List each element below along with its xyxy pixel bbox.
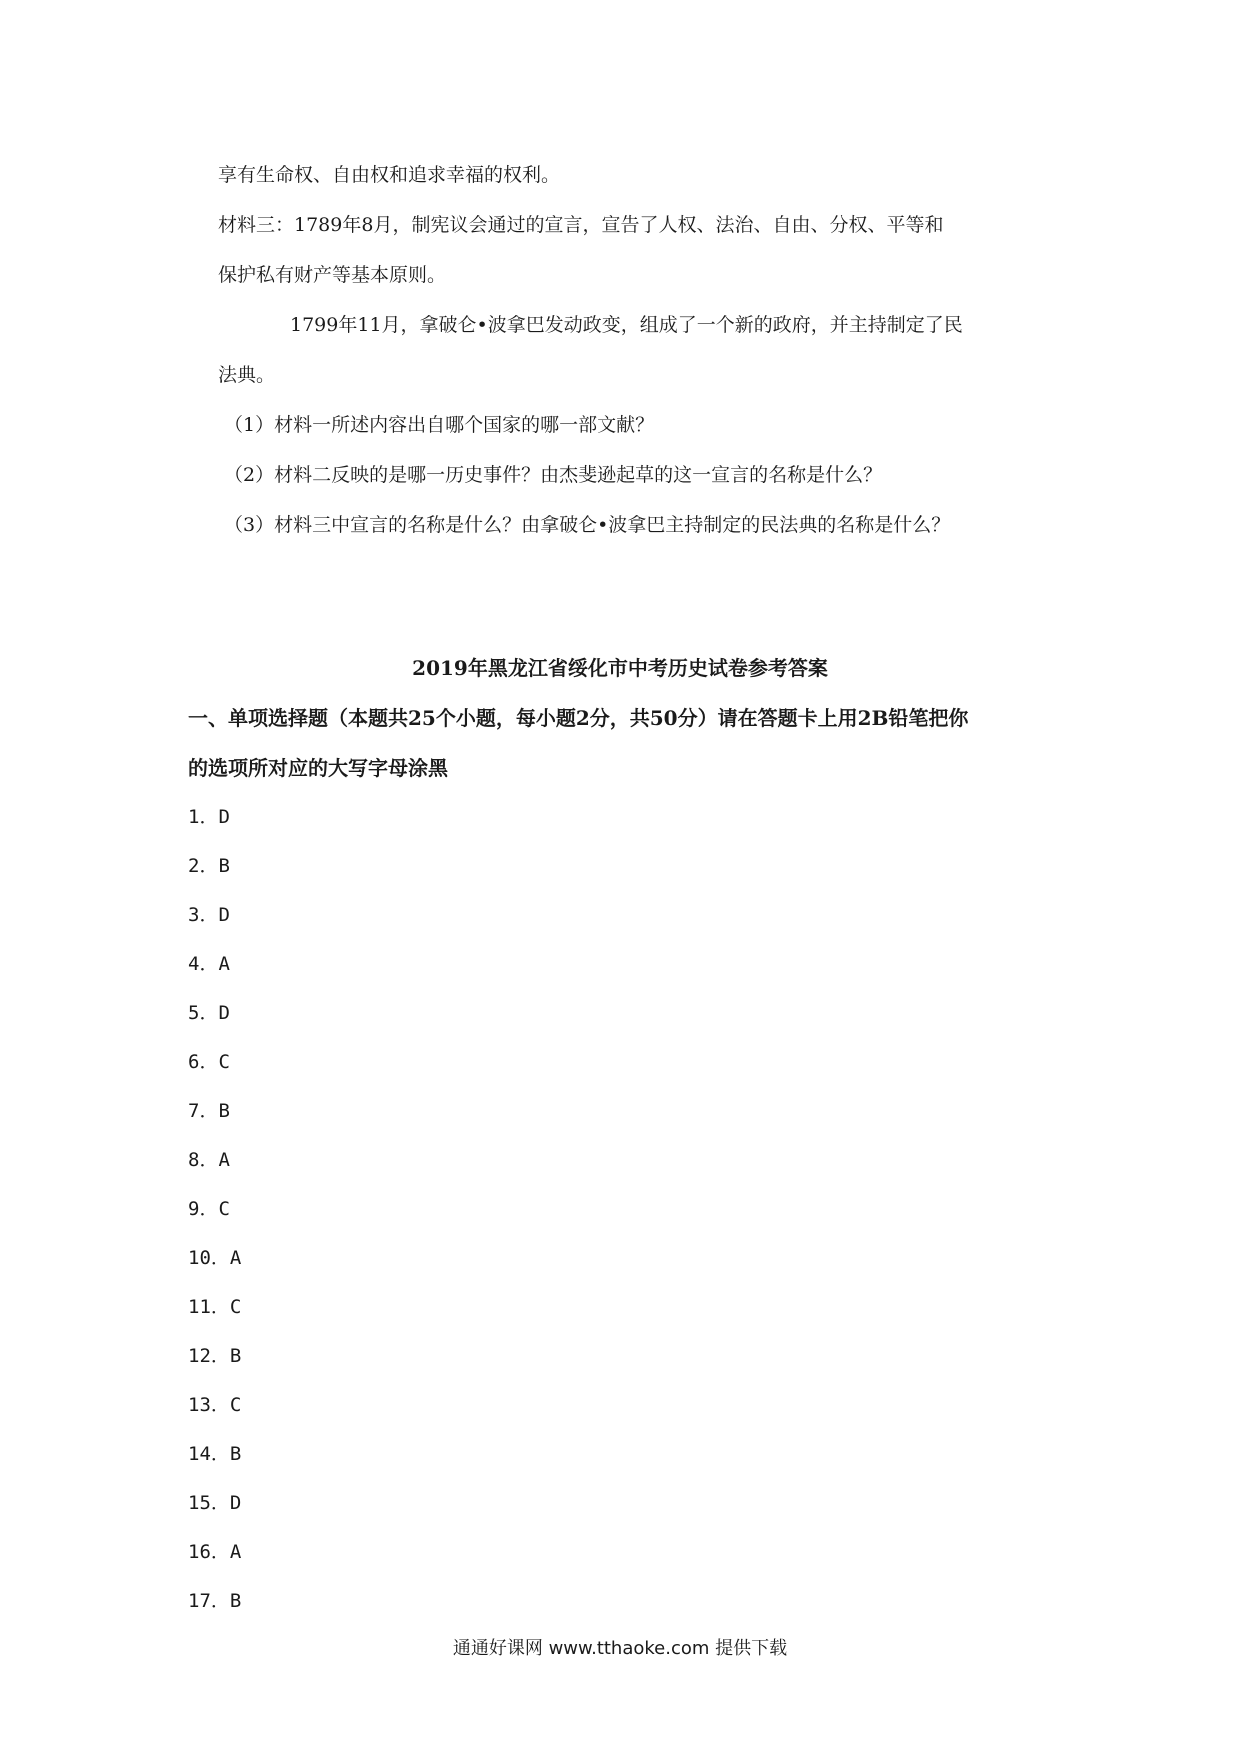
section-heading: 一、单项选择题（本题共25个小题，每小题2分，共50分）请在答题卡上用2B铅笔把你 (188, 706, 969, 730)
material-line: 享有生命权、自由权和追求幸福的权利。 (218, 164, 561, 186)
question-2: （2）材料二反映的是哪一历史事件？由杰斐逊起草的这一宣言的名称是什么？ (224, 464, 883, 486)
answer-item: 9．C (188, 1198, 230, 1220)
answer-item: 2．B (188, 855, 230, 877)
answer-item: 3．D (188, 904, 230, 926)
answer-item: 6．C (188, 1051, 230, 1073)
answer-item: 17．B (188, 1590, 242, 1612)
answer-item: 5．D (188, 1002, 230, 1024)
answer-item: 4．A (188, 953, 230, 975)
answer-item: 7．B (188, 1100, 230, 1122)
answer-item: 14．B (188, 1443, 242, 1465)
answer-item: 16．A (188, 1541, 242, 1563)
page-footer: 通通好课网 www.tthaoke.com 提供下载 (452, 1638, 788, 1659)
answer-item: 12．B (188, 1345, 242, 1367)
answer-key-title: 2019年黑龙江省绥化市中考历史试卷参考答案 (412, 656, 828, 680)
answer-item: 10．A (188, 1247, 242, 1269)
material-line: 1799年11月，拿破仑•波拿巴发动政变，组成了一个新的政府，并主持制定了民 (290, 314, 963, 336)
material-line: 保护私有财产等基本原则。 (218, 264, 447, 286)
answer-item: 8．A (188, 1149, 230, 1171)
answer-item: 11．C (188, 1296, 242, 1318)
question-1: （1）材料一所述内容出自哪个国家的哪一部文献？ (224, 414, 655, 436)
material-line: 法典。 (218, 364, 276, 386)
answer-item: 15．D (188, 1492, 242, 1514)
answer-item: 13．C (188, 1394, 242, 1416)
answer-item: 1．D (188, 806, 230, 828)
material-three-line: 材料三：1789年8月，制宪议会通过的宣言，宣告了人权、法治、自由、分权、平等和 (218, 214, 944, 236)
section-heading-continued: 的选项所对应的大写字母涂黑 (188, 756, 448, 780)
question-3: （3）材料三中宣言的名称是什么？由拿破仑•波拿巴主持制定的民法典的名称是什么？ (224, 514, 951, 536)
